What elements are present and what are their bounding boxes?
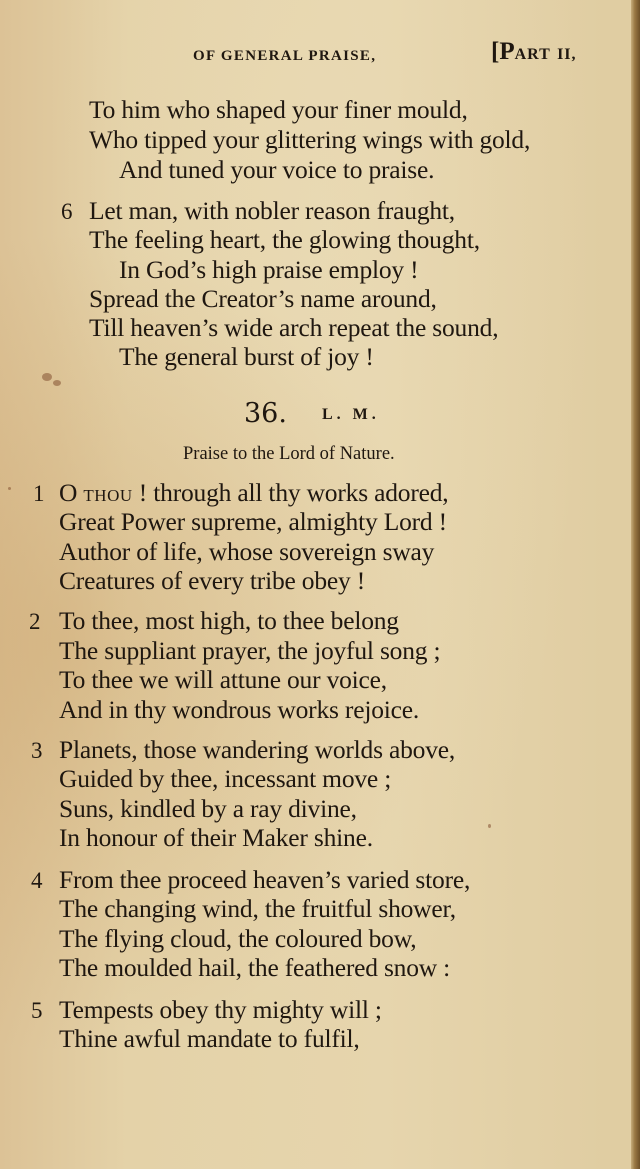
part-cap: P — [499, 38, 515, 65]
foxing-spot — [488, 824, 491, 828]
running-head-title: OF GENERAL PRAISE, — [193, 48, 377, 64]
verse-line: From thee proceed heaven’s varied store, — [59, 865, 471, 894]
running-head — [0, 38, 640, 78]
running-head-part — [491, 38, 577, 66]
verse-line: Guided by thee, incessant move ; — [59, 764, 392, 793]
verse-line: Till heaven’s wide arch repeat the sound, — [89, 313, 499, 342]
stanza-number: 4 — [31, 868, 43, 893]
stanza-number: 5 — [31, 998, 43, 1023]
stanza-number: 1 — [33, 481, 45, 506]
verse-line: In God’s high praise employ ! — [119, 255, 419, 284]
bracket: [ — [491, 38, 500, 65]
part-rest: ART — [514, 46, 551, 63]
verse-line: The moulded hail, the feathered snow : — [59, 953, 451, 982]
verse-line: The feeling heart, the glowing thought, — [89, 225, 480, 254]
hymn-meter: L. M. — [322, 406, 380, 423]
page-edge — [631, 0, 640, 1169]
first-smallcaps: THOU — [83, 486, 133, 505]
verse-line: In honour of their Maker shine. — [59, 823, 373, 852]
stanza-number: 3 — [31, 738, 43, 763]
verse-line: To thee we will attune our voice, — [59, 665, 387, 694]
verse-line: Thine awful mandate to fulfil, — [59, 1024, 360, 1053]
foxing-spot — [8, 487, 11, 490]
verse-line: Planets, those wandering worlds above, — [59, 735, 456, 764]
verse-line: Great Power supreme, almighty Lord ! — [59, 507, 447, 536]
foxing-spot — [42, 373, 52, 381]
verse-line: And in thy wondrous works rejoice. — [59, 695, 420, 724]
verse-line: Suns, kindled by a ray divine, — [59, 794, 357, 823]
verse-line: To him who shaped your finer mould, — [89, 95, 468, 124]
verse-line: Who tipped your glittering wings with gold, — [89, 125, 531, 154]
verse-line: Author of life, whose sovereign sway — [59, 537, 435, 566]
verse-line: The flying cloud, the coloured bow, — [59, 924, 417, 953]
hymn-number: 36. — [244, 398, 287, 429]
verse-line: The suppliant prayer, the joyful song ; — [59, 636, 441, 665]
stanza-number: 2 — [29, 609, 41, 634]
verse-line: Spread the Creator’s name around, — [89, 284, 437, 313]
verse-line: Tempests obey thy mighty will ; — [59, 995, 382, 1024]
stanza-number: 6 — [61, 199, 73, 224]
first-rest: ! through all thy works adored, — [132, 478, 449, 507]
part-numeral: II, — [557, 46, 577, 63]
verse-line: The changing wind, the fruitful shower, — [59, 894, 456, 923]
verse-line: And tuned your voice to praise. — [119, 155, 435, 184]
verse-line: The general burst of joy ! — [119, 342, 374, 371]
verse-line: Creatures of every tribe obey ! — [59, 566, 366, 595]
hymn-subtitle: Praise to the Lord of Nature. — [183, 444, 395, 464]
first-word: O — [59, 478, 78, 507]
foxing-spot — [53, 380, 61, 386]
verse-line: Let man, with nobler reason fraught, — [89, 196, 455, 225]
verse-line: To thee, most high, to thee belong — [59, 606, 399, 635]
